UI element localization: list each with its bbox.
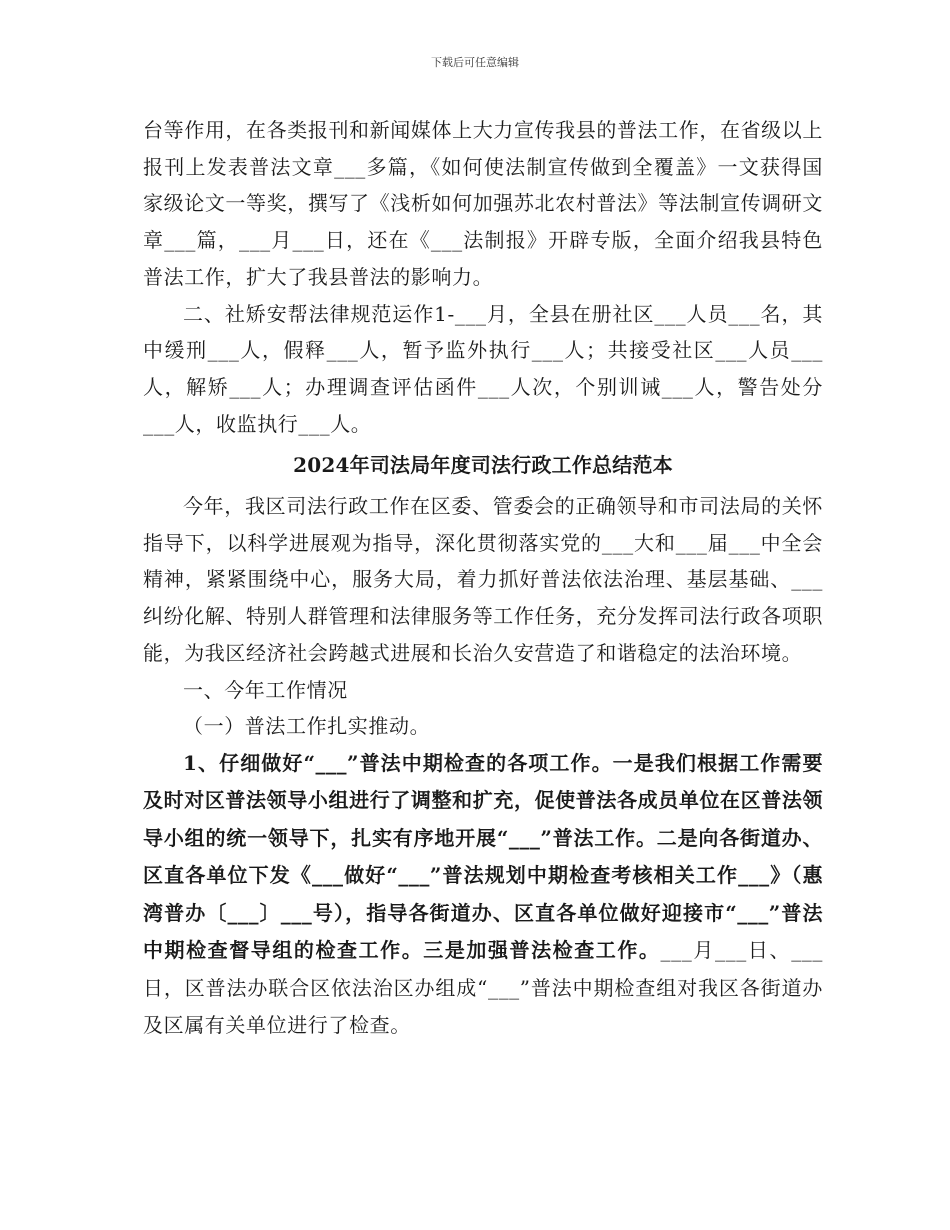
document-body [143, 112, 823, 1045]
mid-term-check-normal-text: ___月___日、___日，区普法办联合区依法治区办组成“___”普法中期检查组对我区各街道办及区属有关单位进行了检查。 [143, 938, 824, 1038]
mid-term-check-bold-text: 1、仔细做好“___”普法中期检查的各项工作。一是我们根据工作需要及时对区普法领导小组进行了调整和扩充，促使普法各成员单位在区普法领导小组的统一领导下，扎实有序地开展“___”普法工作。二是向各街道办、区直各单位下发《___做好“___”普法规划中期检查考核相关工作___》（惠湾普办〔___〕___号），指导各街道办、区直各单位做好迎接市“___”普法中期检查督导组的检查工作。三是加强普法检查工作。 [143, 750, 823, 963]
page-header: 下载后可任意编辑 [431, 56, 519, 69]
paragraph-publicity: 台等作用，在各类报刊和新闻媒体上大力宣传我县的普法工作，在省级以上报刊上发表普法文章___多篇，《如何使法制宣传做到全覆盖》一文获得国家级论文一等奖，撰写了《浅析如何加强苏北农村普法》等法制宣传调研文章___篇，___月___日，还在《___法制报》开辟专版，全面介绍我县特色普法工作，扩大了我县普法的影响力。 [143, 118, 823, 289]
paragraph-mid-term-check [143, 745, 823, 1045]
section-heading-work-status: 一、今年工作情况 [183, 677, 348, 702]
paragraph-intro: 今年，我区司法行政工作在区委、管委会的正确领导和市司法局的关怀指导下，以科学进展观为指导，深化贯彻落实党的___大和___届___中全会精神，紧紧围绕中心，服务大局，着力抓好普法依法治理、基层基础、___纠纷化解、特别人群管理和法律服务等工作任务，充分发挥司法行政各项职能，为我区经济社会跨越式进展和长治久安营造了和谐稳定的法治环境。 [143, 494, 823, 665]
paragraph-community-correction: 二、社矫安帮法律规范运作1-___月，全县在册社区___人员___名，其中缓刑___人，假释___人，暂予监外执行___人；共接受社区___人员___人，解矫___人；办理调查评估函件___人次，个别训诫___人，警告处分___人，收监执行___人。 [143, 301, 823, 436]
subsection-heading-law-popularization: （一）普法工作扎实推动。 [183, 714, 431, 739]
document-title: 2024年司法局年度司法行政工作总结范本 [293, 453, 673, 478]
